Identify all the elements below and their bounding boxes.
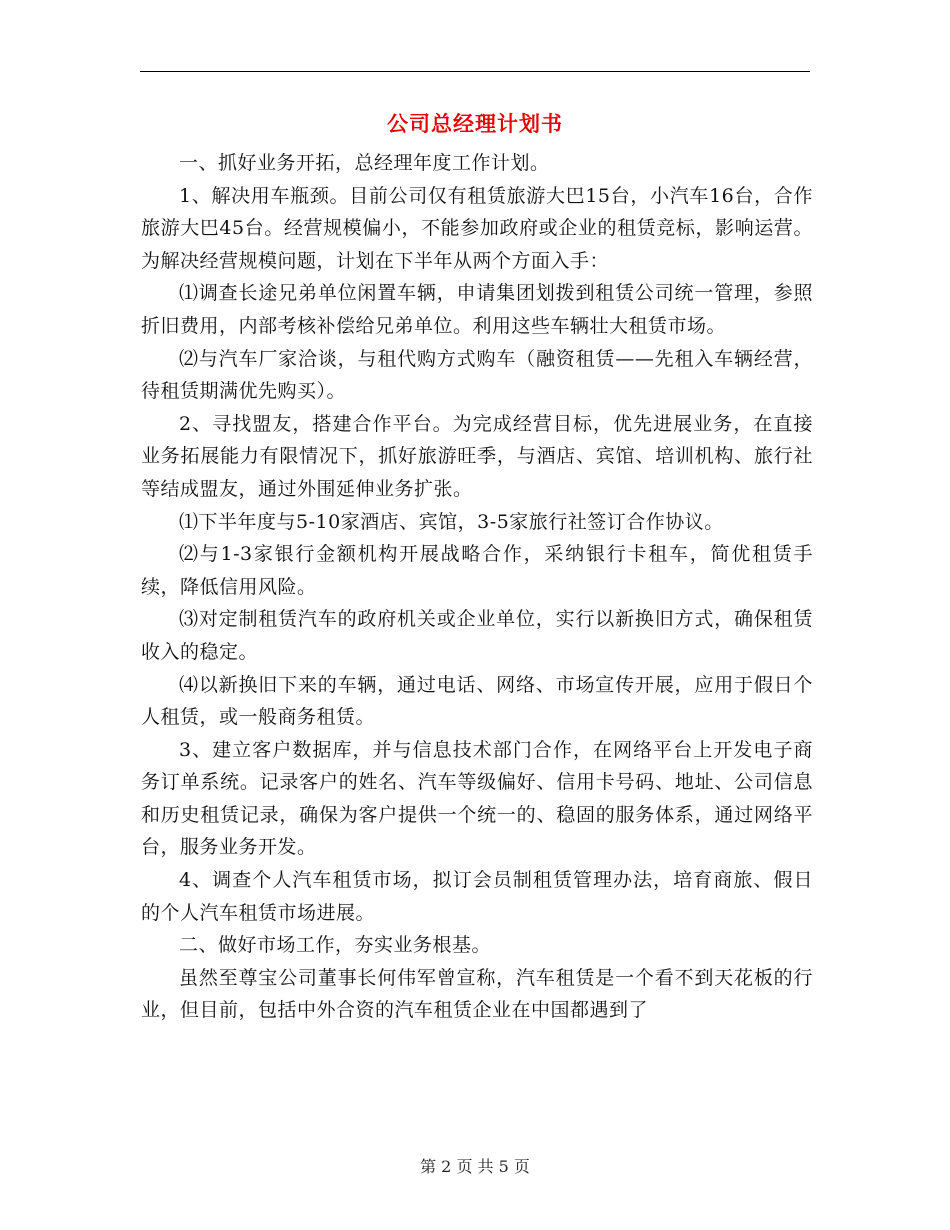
paragraph: 3、建立客户数据库，并与信息技术部门合作，在网络平台上开发电子商务订单系统。记录客户的姓名、汽车等级偏好、信用卡号码、地址、公司信息和历史租赁记录，确保为客户提供一个统一的、稳固的服务体系，通过网络平台，服务业务开发。 [141, 738, 813, 859]
paragraph: 1、解决用车瓶颈。目前公司仅有租赁旅游大巴15台，小汽车16台，合作旅游大巴45台。经营规模偏小，不能参加政府或企业的租赁竞标，影响运营。为解决经营规模问题，计划在下半年从两个方面入手： [141, 184, 813, 272]
header-rule [140, 71, 810, 72]
paragraph: ⑷以新换旧下来的车辆，通过电话、网络、市场宣传开展，应用于假日个人租赁，或一般商务租赁。 [141, 673, 813, 729]
paragraph: 4、调查个人汽车租赁市场，拟订会员制租赁管理办法，培育商旅、假日的个人汽车租赁市场进展。 [141, 869, 813, 924]
paragraph: ⑶对定制租赁汽车的政府机关或企业单位，实行以新换旧方式，确保租赁收入的稳定。 [141, 608, 813, 663]
paragraph: 2、寻找盟友，搭建合作平台。为完成经营目标，优先进展业务，在直接业务拓展能力有限情况下，抓好旅游旺季，与酒店、宾馆、培训机构、旅行社等结成盟友，通过外围延伸业务扩张。 [141, 412, 813, 500]
page-number-footer: 第 2 页 共 5 页 [420, 1157, 530, 1176]
paragraph: ⑵与汽车厂家洽谈，与租代购方式购车（融资租赁——先租入车辆经营，待租赁期满优先购买）。 [141, 347, 813, 403]
paragraph: ⑴下半年度与5-10家酒店、宾馆，3-5家旅行社签订合作协议。 [179, 510, 724, 533]
paragraph: ⑵与1-3家银行金额机构开展战略合作，采纳银行卡租车，简优租赁手续，降低信用风险。 [141, 543, 813, 598]
paragraph: 虽然至尊宝公司董事长何伟军曾宣称，汽车租赁是一个看不到天花板的行业，但目前，包括中外合资的汽车租赁企业在中国都遇到了 [141, 966, 813, 1022]
paragraph: 二、做好市场工作，夯实业务根基。 [179, 934, 492, 957]
document-title: 公司总经理计划书 [387, 111, 563, 136]
document-body [141, 147, 813, 1027]
paragraph: 一、抓好业务开拓，总经理年度工作计划。 [179, 152, 550, 174]
paragraph: ⑴调查长途兄弟单位闲置车辆，申请集团划拨到租赁公司统一管理，参照折旧费用，内部考核补偿给兄弟单位。利用这些车辆壮大租赁市场。 [141, 282, 813, 337]
